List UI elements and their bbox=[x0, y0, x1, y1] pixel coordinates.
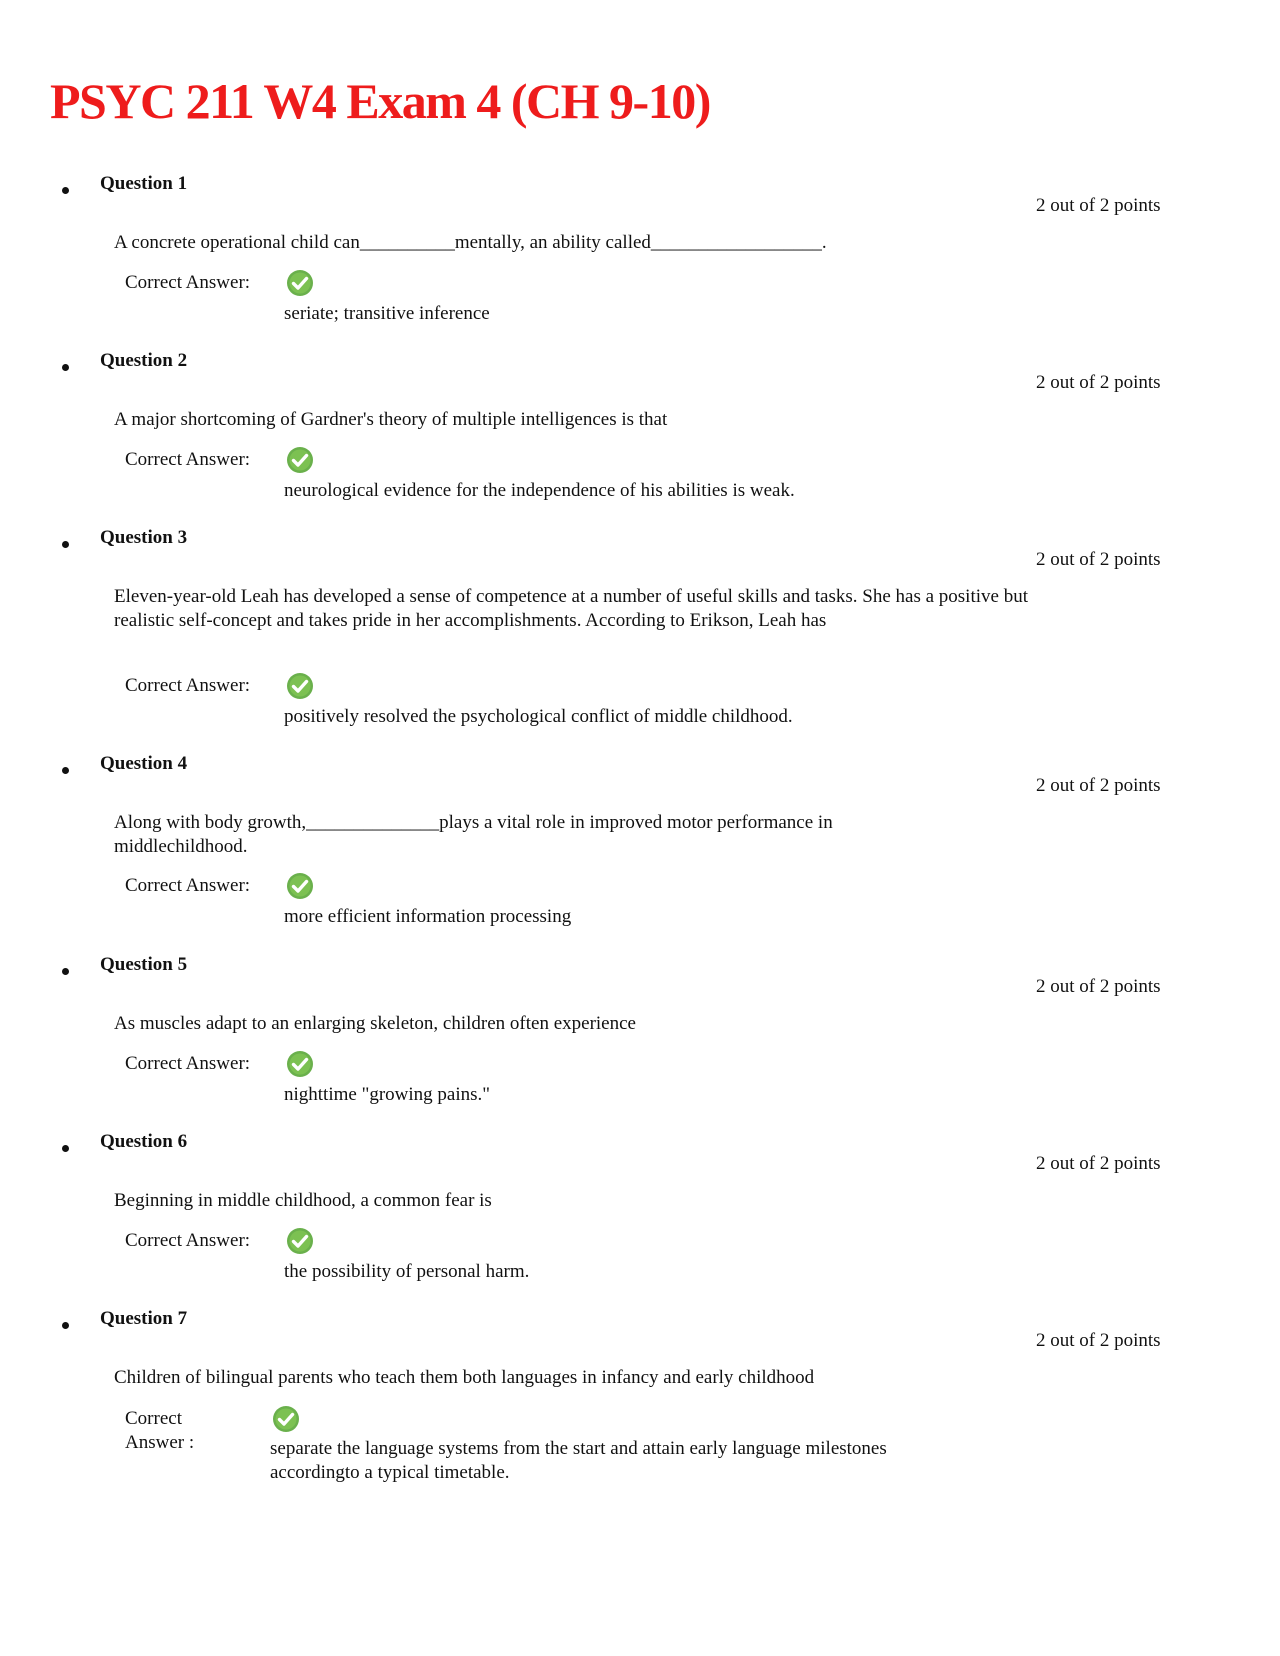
correct-answer-label: Correct Answer: bbox=[125, 675, 251, 696]
question-title: Question 3 bbox=[100, 527, 188, 548]
question-points: 2 out of 2 points bbox=[1036, 775, 1161, 796]
question-title: Question 2 bbox=[100, 350, 188, 371]
check-circle-icon bbox=[286, 672, 314, 700]
correct-answer-label: Correct Answer: bbox=[125, 449, 251, 470]
question-prompt: Children of bilingual parents who teach them both languages in infancy and early childhood bbox=[114, 1367, 815, 1388]
question-points: 2 out of 2 points bbox=[1036, 549, 1161, 570]
check-circle-icon bbox=[286, 1227, 314, 1255]
question-title: Question 6 bbox=[100, 1131, 188, 1152]
correct-answer-label: Correct Answer: bbox=[125, 875, 251, 896]
question-points: 2 out of 2 points bbox=[1036, 1153, 1161, 1174]
check-circle-icon bbox=[286, 872, 314, 900]
question-title: Question 5 bbox=[100, 954, 188, 975]
bullet-dot bbox=[62, 767, 69, 774]
bullet-dot bbox=[62, 968, 69, 975]
question-prompt: As muscles adapt to an enlarging skeleton, children often experience bbox=[114, 1013, 636, 1034]
correct-answer-text: seriate; transitive inference bbox=[284, 303, 490, 324]
bullet-dot bbox=[62, 1145, 69, 1152]
correct-answer-text: nighttime "growing pains." bbox=[284, 1084, 491, 1105]
question-title: Question 4 bbox=[100, 753, 188, 774]
correct-answer-label: Correct Answer : bbox=[125, 1408, 195, 1453]
correct-answer-text: separate the language systems from the start and attain early language milestones accordingto a typical timetable. bbox=[270, 1438, 887, 1483]
check-circle-icon bbox=[286, 1050, 314, 1078]
question-prompt: A major shortcoming of Gardner's theory of multiple intelligences is that bbox=[114, 409, 668, 430]
bullet-dot bbox=[62, 1322, 69, 1329]
question-title: Question 1 bbox=[100, 173, 188, 194]
correct-answer-text: the possibility of personal harm. bbox=[284, 1261, 530, 1282]
question-title: Question 7 bbox=[100, 1308, 188, 1329]
correct-answer-text: more efficient information processing bbox=[284, 906, 572, 927]
correct-answer-label: Correct Answer: bbox=[125, 272, 251, 293]
correct-answer-label: Correct Answer: bbox=[125, 1053, 251, 1074]
question-prompt: Eleven-year-old Leah has developed a sense of competence at a number of useful skills and tasks. She has a positive but realistic self-concept and takes pride in her accomplishments. According to Erikson, Leah has bbox=[114, 586, 1028, 631]
check-circle-icon bbox=[286, 269, 314, 297]
question-points: 2 out of 2 points bbox=[1036, 372, 1161, 393]
page-title: PSYC 211 W4 Exam 4 (CH 9-10) bbox=[50, 73, 710, 129]
correct-answer-text: positively resolved the psychological conflict of middle childhood. bbox=[284, 706, 793, 727]
check-circle-icon bbox=[286, 446, 314, 474]
bullet-dot bbox=[62, 364, 69, 371]
question-prompt: Along with body growth,______________plays a vital role in improved motor performance in middlechildhood. bbox=[114, 812, 833, 857]
question-points: 2 out of 2 points bbox=[1036, 1330, 1161, 1351]
check-circle-icon bbox=[272, 1405, 300, 1433]
correct-answer-label: Correct Answer: bbox=[125, 1230, 251, 1251]
question-prompt: A concrete operational child can__________mentally, an ability called__________________. bbox=[114, 232, 827, 253]
question-points: 2 out of 2 points bbox=[1036, 976, 1161, 997]
correct-answer-text: neurological evidence for the independence of his abilities is weak. bbox=[284, 480, 795, 501]
bullet-dot bbox=[62, 541, 69, 548]
bullet-dot bbox=[62, 187, 69, 194]
question-points: 2 out of 2 points bbox=[1036, 195, 1161, 216]
question-prompt: Beginning in middle childhood, a common fear is bbox=[114, 1190, 492, 1211]
